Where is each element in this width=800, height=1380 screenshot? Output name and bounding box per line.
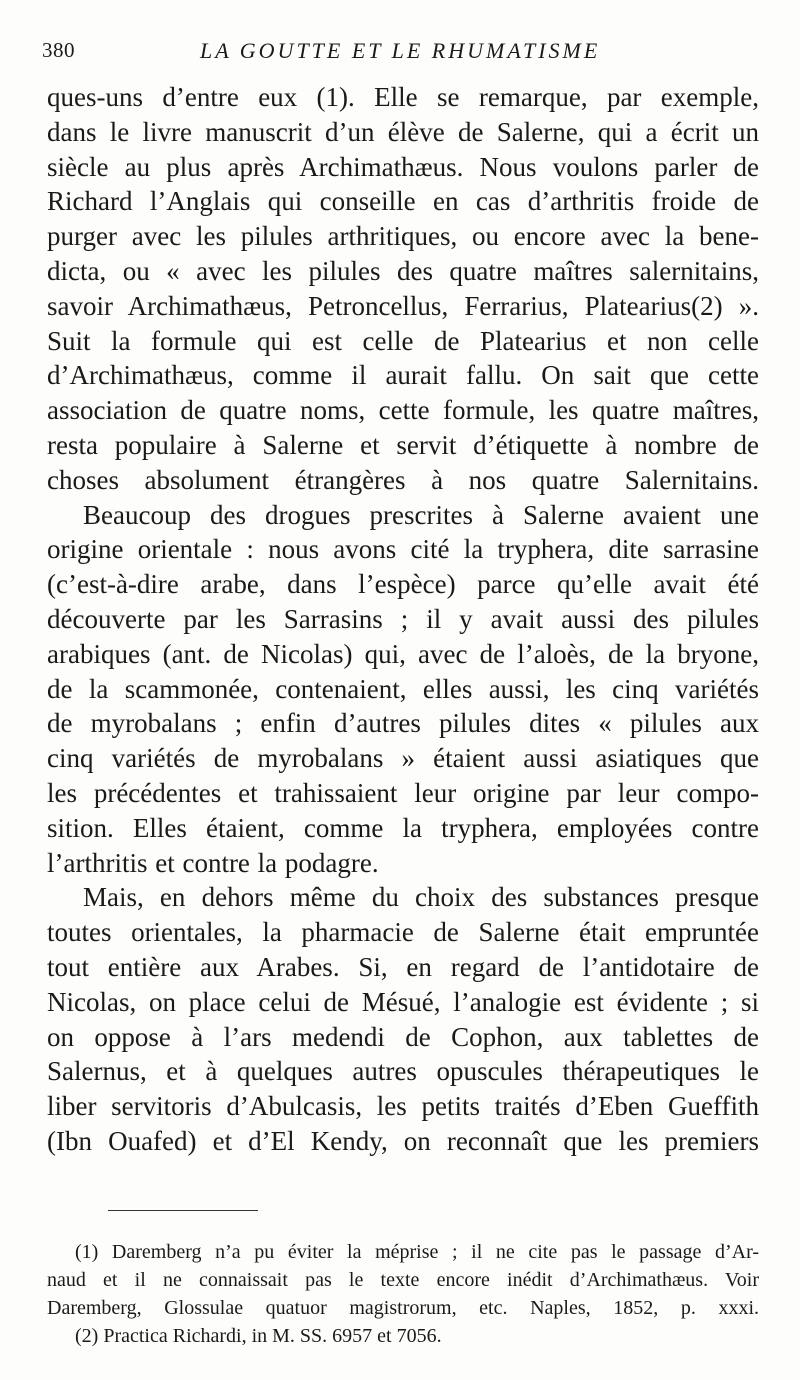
text-line: resta populaire à Salerne et servit d’étiquette à nombre de (47, 429, 759, 460)
text-line: purger avec les pilules arthritiques, ou encore avec la bene- (47, 221, 759, 252)
text-line: dicta, ou « avec les pilules des quatre maîtres salernitains, (47, 255, 759, 286)
text-line: liber servitoris d’Abulcasis, les petits traités d’Eben Gueffith (47, 1091, 759, 1122)
running-head: LA GOUTTE ET LE RHUMATISME (200, 38, 601, 63)
text-line: d’Archimathæus, comme il aurait fallu. On sait que cette (47, 360, 759, 391)
footnote-line: (2) Practica Richardi, in M. SS. 6957 et 7056. (75, 1325, 442, 1347)
text-line: (Ibn Ouafed) et d’El Kendy, on reconnaît que les premiers (47, 1125, 759, 1156)
paragraph-2 (47, 498, 759, 881)
footnote-line: (1) Daremberg n’a pu éviter la méprise ; il ne cite pas le passage d’Ar- (75, 1241, 759, 1263)
text-line: siècle au plus après Archimathæus. Nous voulons parler de (47, 151, 759, 182)
text-line: les précédentes et trahissaient leur origine par leur compo- (47, 777, 759, 808)
text-line: on oppose à l’ars medendi de Cophon, aux tablettes de (47, 1021, 759, 1052)
text-line: Beaucoup des drogues prescrites à Salerne avaient une (83, 499, 759, 530)
text-line: savoir Archimathæus, Petroncellus, Ferrarius, Platearius(2) ». (47, 290, 759, 321)
text-line: tout entière aux Arabes. Si, en regard de l’antidotaire de (47, 951, 759, 982)
text-line: de la scammonée, contenaient, elles aussi, les cinq variétés (47, 673, 759, 704)
page-header (0, 38, 800, 72)
text-line: arabiques (ant. de Nicolas) qui, avec de l’aloès, de la bryone, (47, 638, 759, 669)
text-line: Salernus, et à quelques autres opuscules thérapeutiques le (47, 1056, 759, 1087)
page-number: 380 (42, 38, 75, 62)
text-line: (c’est-à-dire arabe, dans l’espèce) parce qu’elle avait été (47, 569, 759, 600)
text-line: origine orientale : nous avons cité la tryphera, dite sarrasine (47, 534, 759, 565)
text-line: cinq variétés de myrobalans » étaient aussi asiatiques que (47, 743, 759, 774)
text-line: Richard l’Anglais qui conseille en cas d’arthritis froide de (47, 186, 759, 217)
text-line: sition. Elles étaient, comme la tryphera, employées contre (47, 812, 759, 843)
text-line: l’arthritis et contre la podagre. (47, 847, 379, 878)
paragraph-3 (47, 880, 759, 1158)
main-text (47, 80, 759, 1159)
text-line: Suit la formule qui est celle de Platearius et non celle (47, 325, 759, 356)
text-line: Mais, en dehors même du choix des substances presque (83, 882, 759, 913)
footnote-line: Daremberg, Glossulae quatuor magistrorum, etc. Naples, 1852, p. xxxi. (47, 1297, 759, 1319)
text-line: Nicolas, on place celui de Mésué, l’analogie est évidente ; si (47, 986, 759, 1017)
text-line: dans le livre manuscrit d’un élève de Salerne, qui a écrit un (47, 116, 759, 147)
text-line: toutes orientales, la pharmacie de Salerne était empruntée (47, 917, 759, 948)
footnotes (47, 1238, 759, 1350)
text-line: association de quatre noms, cette formule, les quatre maîtres, (47, 395, 759, 426)
footnote-line: naud et il ne connaissait pas le texte encore inédit d’Archimathæus. Voir (47, 1269, 759, 1291)
text-line: découverte par les Sarrasins ; il y avait aussi des pilules (47, 603, 759, 634)
text-line: choses absolument étrangères à nos quatre Salernitains. (47, 464, 759, 495)
text-line: de myrobalans ; enfin d’autres pilules dites « pilules aux (47, 708, 759, 739)
text-line: ques-uns d’entre eux (1). Elle se remarque, par exemple, (47, 82, 759, 112)
footnote-rule (108, 1210, 258, 1211)
paragraph-1 (47, 80, 759, 498)
